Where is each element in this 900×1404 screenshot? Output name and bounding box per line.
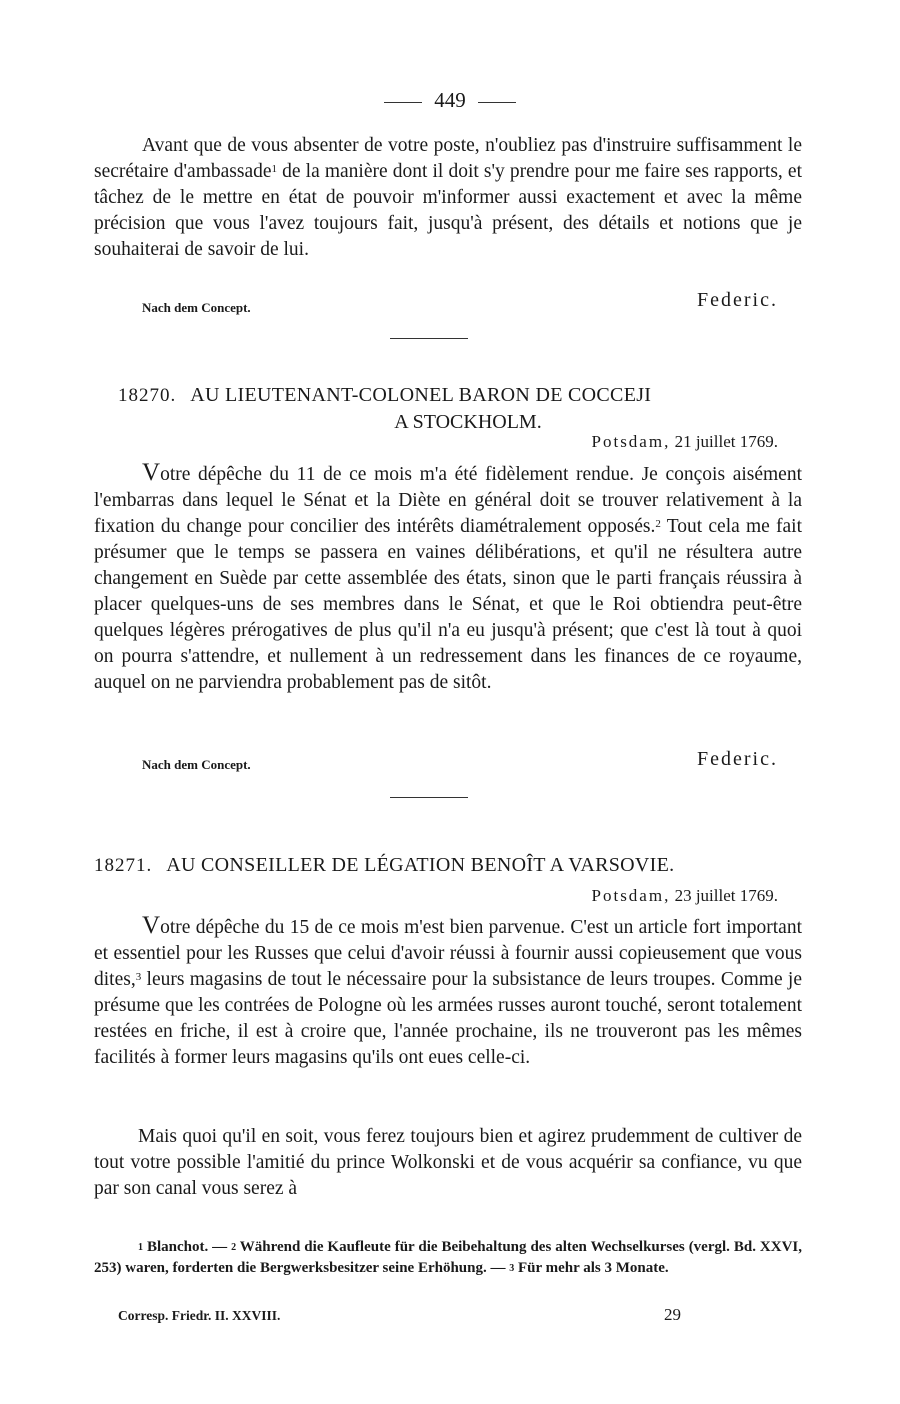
letter-title-line2: A STOCKHOLM.	[394, 411, 542, 433]
intro-source-note: Nach dem Concept.	[142, 300, 251, 315]
drop-initial: V	[142, 459, 161, 486]
footer-sheet-number: 29	[664, 1305, 681, 1324]
page-number: 449	[434, 88, 466, 112]
letter-18271-heading	[94, 852, 802, 879]
letter-18271-dateline: Potsdam, 23 juillet 1769.	[591, 886, 778, 905]
letter-18270-dateline: Potsdam, 21 juillet 1769.	[591, 432, 778, 451]
letter-title: AU LIEUTENANT-COLONEL BARON DE COCCEJI	[190, 384, 652, 406]
footnote-ref-2: 2	[655, 518, 661, 530]
page-header	[0, 88, 900, 113]
letter-18270-source-note: Nach dem Concept.	[142, 757, 251, 772]
header-dash-right	[478, 102, 516, 103]
intro-signature: Federic.	[697, 289, 778, 311]
footnote-ref-1: 1	[271, 163, 278, 175]
footer-signature-mark: Corresp. Friedr. II. XXVIII.	[118, 1308, 281, 1323]
letter-number: 18271.	[94, 855, 153, 876]
letter-title: AU CONSEILLER DE LÉGATION BENOÎT A VARSOVIE.	[166, 854, 675, 876]
letter-number: 18270.	[118, 385, 177, 406]
footnote-ref-3: 3	[135, 971, 142, 983]
letter-18270-signature: Federic.	[697, 748, 778, 770]
intro-paragraph: Avant que de vous absenter de votre poste, n'oubliez pas d'instruire suffisamment le secrétaire d'ambassade$^1$ de la manière dont il doit s'y prendre pour me faire ses rapports, et tâchez de le mettre en état de pouvoir m'informer aussi exactement et avec la même précision que vous l'avez toujours fait, jusqu'à présent, des détails et notions que je souhaiterai de savoir de lui.	[94, 135, 802, 260]
section-divider	[390, 797, 468, 798]
letter-18271-body: Votre dépêche du 15 de ce mois m'est bien parvenue. C'est un article fort important et essentiel pour les Russes que celui d'avoir réussi à fournir aussi copieusement que vous dites,$^3$ leurs magasins de tout le nécessaire pour la subsistance de leurs troupes. Comme je présume que les contrées de Pologne où les armées russes auront touché, seront totalement restées en friche, il est à croire que, l'année prochaine, ils ne trouveront pas les mêmes facilités à former leurs magasins qu'ils ont eues celle-ci.	[94, 912, 802, 1068]
letter-18270-body: Votre dépêche du 11 de ce mois m'a été fidèlement rendue. Je conçois aisément l'embarras dans lequel le Sénat et la Diète en général doit se trouver relativement à la fixation du change pour concilier des intérêts diamétralement opposés.$^2$ Tout cela me fait présumer que le temps se passera en vaines délibérations, et qu'il ne résultera autre changement en Suède par cette assemblée des états, sinon que le parti français réussira à placer quelques-uns de ses membres dans le Sénat, et que le Roi obtiendra peut-être quelques légères prérogatives de plus qu'il n'a eu jusqu'à présent; que c'est là tout à quoi on pourra s'attendre, et nullement à un redressement dans les finances de ce royaume, auquel on ne parviendra probablement pas de sitôt.	[94, 459, 802, 693]
drop-initial: V	[142, 912, 161, 939]
footnotes: $^1$ Blanchot. — $^2$ Während die Kaufleute für die Beibehaltung des alten Wechselkurses (vergl. Bd. XXVI, 253) waren, forderten die Bergwerksbesitzer seine Erhöhung. — $^3$ Für mehr als 3 Monate.	[94, 1239, 802, 1276]
section-divider	[390, 338, 468, 339]
header-dash-left	[384, 102, 422, 103]
letter-18270-heading	[94, 382, 802, 435]
letter-18271-body-continued: Mais quoi qu'il en soit, vous ferez toujours bien et agirez prudemment de cultiver de tout votre possible l'amitié du prince Wolkonski et de vous acquérir sa confiance, vu que par son canal vous serez à	[94, 1126, 802, 1199]
